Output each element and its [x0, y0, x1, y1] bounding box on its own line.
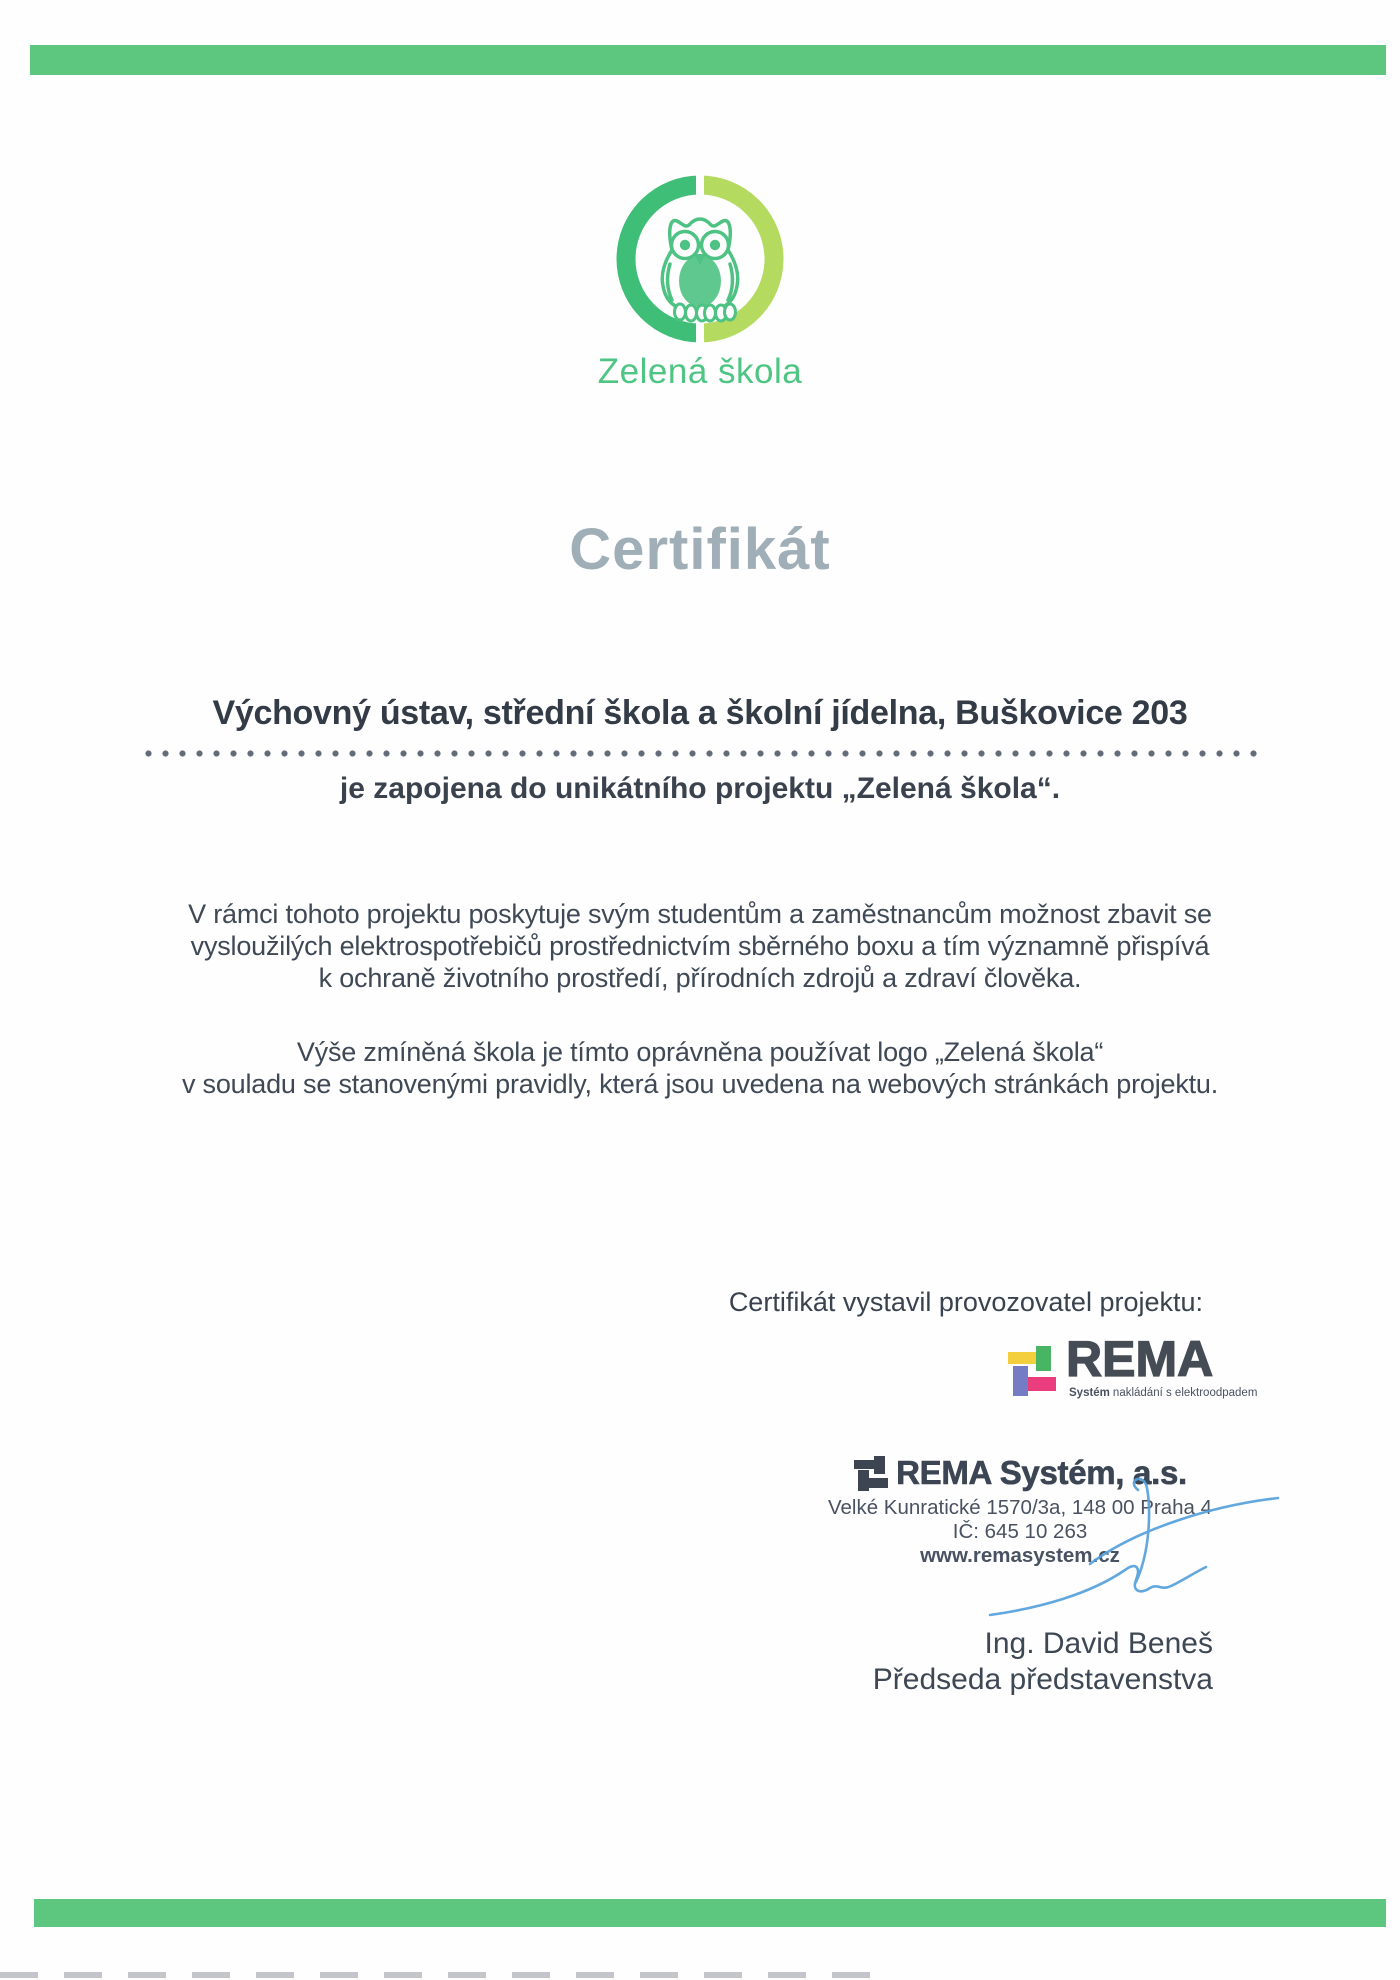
rema-pinwheel-icon [1006, 1346, 1059, 1396]
paragraph-line: V rámci tohoto projektu poskytuje svým studentům a zaměstnancům možnost zbavit se [188, 899, 1212, 929]
signatory-title: Předseda představenstva [872, 1663, 1213, 1696]
enrollment-statement: je zapojena do unikátního projektu „Zelená škola“. [339, 772, 1061, 805]
stamp-company-name: REMA Systém, a.s. [896, 1454, 1187, 1491]
bottom-accent-bar [34, 1899, 1386, 1927]
stamp-website: www.remasystem.cz [920, 1544, 1120, 1567]
scan-artifact [0, 1972, 880, 1978]
paragraph-line: vysloužilých elektrospotřebičů prostřednictvím sběrného boxu a tím významně přispívá [190, 931, 1210, 961]
top-accent-bar [30, 45, 1386, 75]
logo-caption: Zelená škola [597, 352, 803, 391]
certificate-title: Certifikát [569, 517, 831, 582]
zelena-skola-logo [0, 172, 1400, 392]
signatory-block [873, 1626, 1213, 1698]
dotted-underline [138, 748, 1264, 759]
owl-icon [613, 172, 787, 346]
paragraph-line: k ochraně životního prostředí, přírodních zdrojů a zdraví člověka. [318, 963, 1082, 993]
paragraph-line: v souladu se stanovenými pravidly, která jsou uvedena na webových stránkách projektu. [181, 1069, 1219, 1099]
paragraph-line: Výše zmíněná škola je tímto oprávněna používat logo „Zelená škola“ [296, 1037, 1104, 1067]
rema-tagline: Systém nakládání s elektroodpadem [1069, 1387, 1258, 1399]
stamp-address: Velké Kunratické 1570/3a, 148 00 Praha 4 [827, 1496, 1213, 1519]
issuer-label: Certifikát vystavil provozovatel projektu: [728, 1287, 1203, 1317]
rema-logo [1006, 1331, 1258, 1402]
signature [940, 1468, 1285, 1628]
rema-wordmark: REMA [1066, 1331, 1214, 1387]
school-name: Výchovný ústav, střední škola a školní jídelna, Buškovice 203 [212, 694, 1188, 732]
usage-terms [0, 1036, 1400, 1100]
stamp-pinwheel-icon [853, 1456, 890, 1491]
project-description [0, 898, 1400, 994]
stamp-company-id: IČ: 645 10 263 [952, 1520, 1088, 1543]
signatory-name: Ing. David Beneš [984, 1627, 1213, 1660]
